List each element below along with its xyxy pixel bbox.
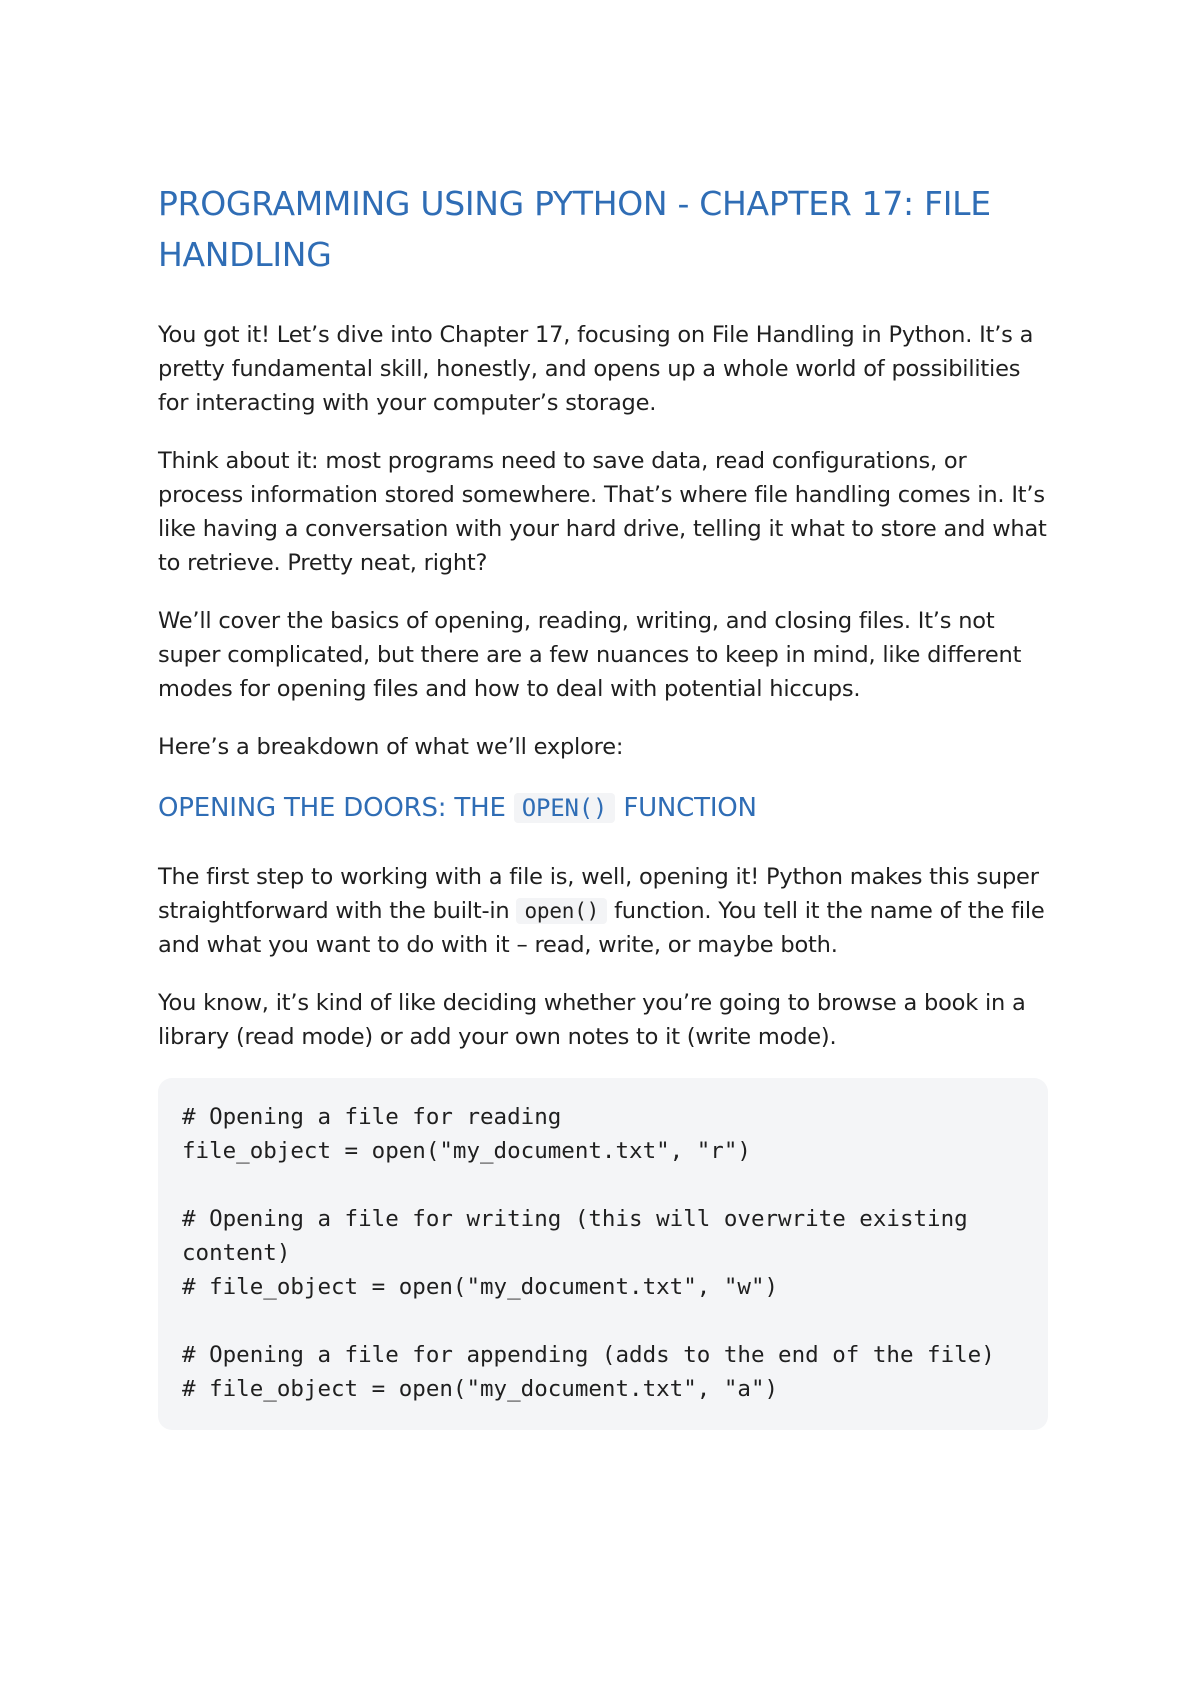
intro-paragraph-3: We’ll cover the basics of opening, reading, writing, and closing files. It’s not super complicated, but there are a few nuances to keep in mind, like different modes for opening files and how to deal with potential hiccups.	[158, 608, 1022, 702]
section-paragraph-1-before: The first step to working with a file is, well, opening it! Python makes this super straightforward with the built-in	[158, 864, 1039, 924]
section-paragraph-1	[158, 860, 1048, 962]
section-heading-code: OPEN()	[514, 793, 616, 823]
section-paragraph-2: You know, it’s kind of like deciding whether you’re going to browse a book in a library (read mode) or add your own notes to it (write mode).	[158, 990, 1026, 1050]
intro-paragraph-2: Think about it: most programs need to save data, read configurations, or process information stored somewhere. That’s where file handling comes in. It’s like having a conversation with your hard drive, telling it what to store and what to retrieve. Pretty neat, right?	[158, 448, 1047, 576]
section-paragraph-1-after: function. You tell it the name of the file and what you want to do with it – read, write, or maybe both.	[158, 898, 1045, 958]
code-block: # Opening a file for reading file_object = open("my_document.txt", "r") # Opening a file for writing (this will overwrite existing content) # file_object = open("my_document.txt", "w") # Opening a file for appending (adds to the end of the file) # file_object = open("my_document.txt", "a")	[158, 1078, 1048, 1430]
section-heading-open-function	[158, 788, 1048, 828]
page-title: PROGRAMMING USING PYTHON - CHAPTER 17: FILE HANDLING	[158, 184, 991, 274]
document-page	[158, 178, 1048, 1430]
inline-code-open: open()	[516, 898, 607, 924]
intro-paragraph-1: You got it! Let’s dive into Chapter 17, focusing on File Handling in Python. It’s a pretty fundamental skill, honestly, and opens up a whole world of possibilities for interacting with your computer’s storage.	[158, 322, 1034, 416]
intro-paragraph-4: Here’s a breakdown of what we’ll explore:	[158, 734, 624, 760]
section-heading-suffix: FUNCTION	[623, 793, 757, 823]
section-heading-prefix: OPENING THE DOORS: THE	[158, 793, 506, 823]
